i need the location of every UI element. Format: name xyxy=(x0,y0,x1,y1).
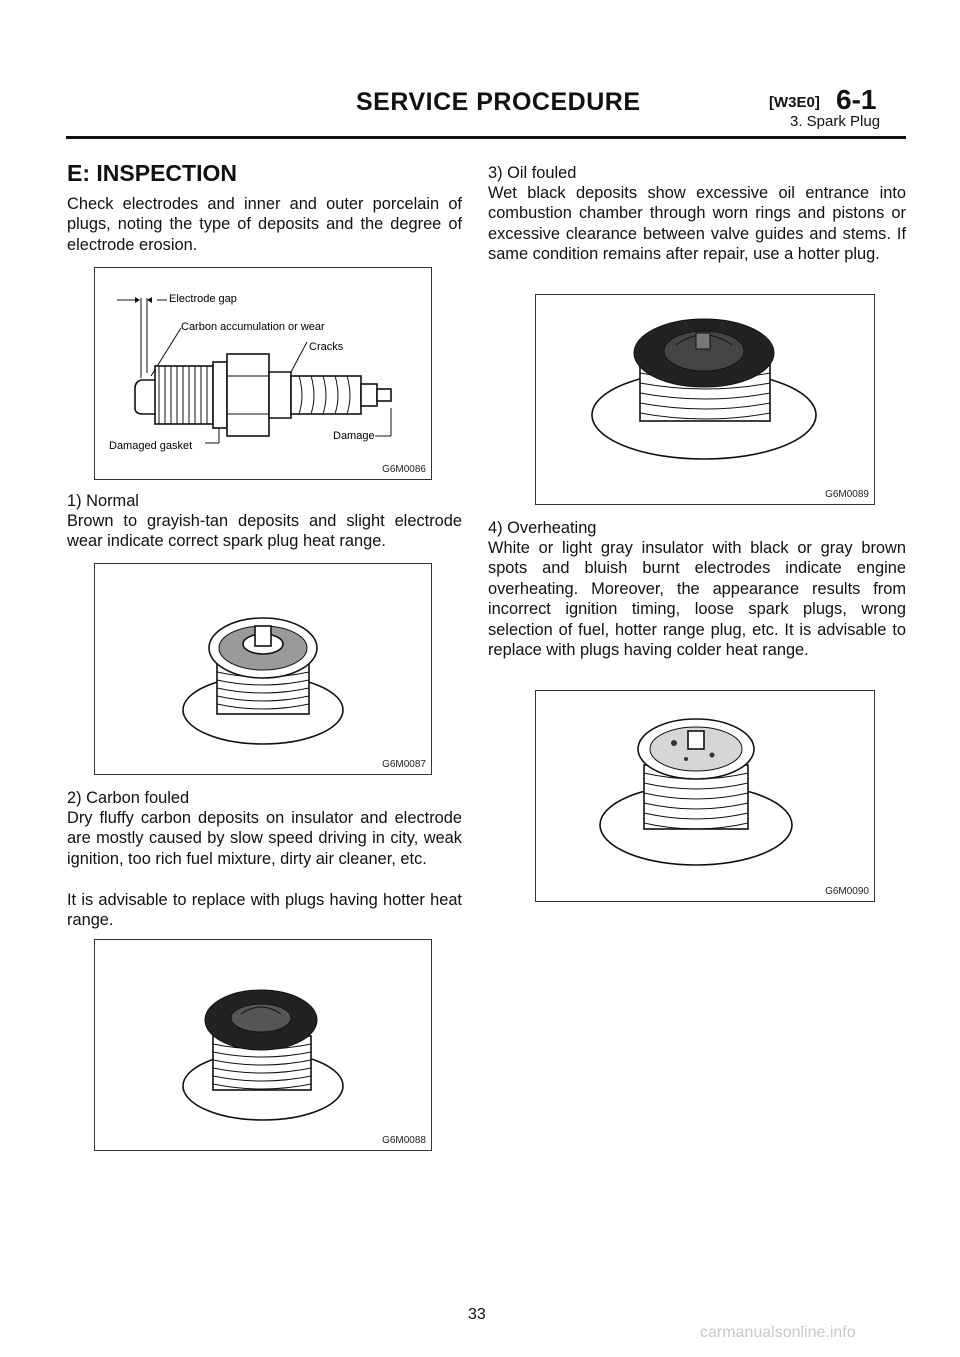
header-rule xyxy=(66,136,906,139)
intro-paragraph: Check electrodes and inner and outer porcelain of plugs, noting the type of deposits and the degree of electrode erosion. xyxy=(67,195,462,254)
figure-overheating-plug xyxy=(535,690,875,902)
figure-code: G6M0087 xyxy=(382,759,426,770)
page-number: 33 xyxy=(468,1306,486,1323)
item-carbon-text: Dry fluffy carbon deposits on insulator and electrode are mostly caused by slow speed driving in city, weak ignition, too rich fuel mixture, dirty air cleaner, etc. xyxy=(67,809,462,868)
figure-spark-plug-diagram xyxy=(94,267,432,480)
spark-plug-diagram-icon xyxy=(95,268,431,479)
figure-carbon-fouled-plug xyxy=(94,939,432,1151)
figure-normal-plug xyxy=(94,563,432,775)
item-carbon-heading: 2) Carbon fouled xyxy=(67,789,190,807)
item-oil-text: Wet black deposits show excessive oil entrance into combustion chamber through worn rings and pistons or excessive clearance between valve guides and stems. If same condition remains after repair, use a hotter plug. xyxy=(488,184,906,264)
plug-end-normal-icon xyxy=(95,564,431,774)
label-carbon-accumulation: Carbon accumulation or wear xyxy=(181,321,325,333)
figure-oil-fouled-plug xyxy=(535,294,875,505)
plug-end-oil-fouled-icon xyxy=(536,295,874,504)
figure-code: G6M0090 xyxy=(825,886,869,897)
figure-code: G6M0088 xyxy=(382,1135,426,1146)
header-subtitle: 3. Spark Plug xyxy=(790,113,881,130)
label-electrode-gap: Electrode gap xyxy=(169,293,237,305)
item-overheating-heading: 4) Overheating xyxy=(488,519,597,537)
header-title: SERVICE PROCEDURE xyxy=(356,88,641,116)
label-cracks: Cracks xyxy=(309,341,344,353)
item-normal-heading: 1) Normal xyxy=(67,492,139,510)
watermark: carmanualsonline.info xyxy=(700,1324,856,1341)
section-title: E: INSPECTION xyxy=(67,160,237,186)
label-damaged-gasket: Damaged gasket xyxy=(109,440,193,452)
figure-code: G6M0089 xyxy=(825,489,869,500)
label-damage: Damage xyxy=(333,430,375,442)
plug-end-carbon-fouled-icon xyxy=(95,940,431,1150)
header-code: [W3E0] xyxy=(769,94,820,111)
plug-end-overheating-icon xyxy=(536,691,874,901)
item-oil-heading: 3) Oil fouled xyxy=(488,164,577,182)
header-section-number: 6-1 xyxy=(836,84,877,115)
item-carbon-text-2: It is advisable to replace with plugs having hotter heat range. xyxy=(67,891,462,930)
item-overheating-text: White or light gray insulator with black or gray brown spots and bluish burnt electrodes indicate engine overheating. Moreover, the appearance results from incorrect ignition timing, loose spark plugs, wrong selection of fuel, hotter range plug, etc. It is advisable to replace with plugs having colder heat range. xyxy=(488,539,906,660)
item-normal-text: Brown to grayish-tan deposits and slight electrode wear indicate correct spark plug heat range. xyxy=(67,512,462,551)
figure-code: G6M0086 xyxy=(382,464,426,475)
